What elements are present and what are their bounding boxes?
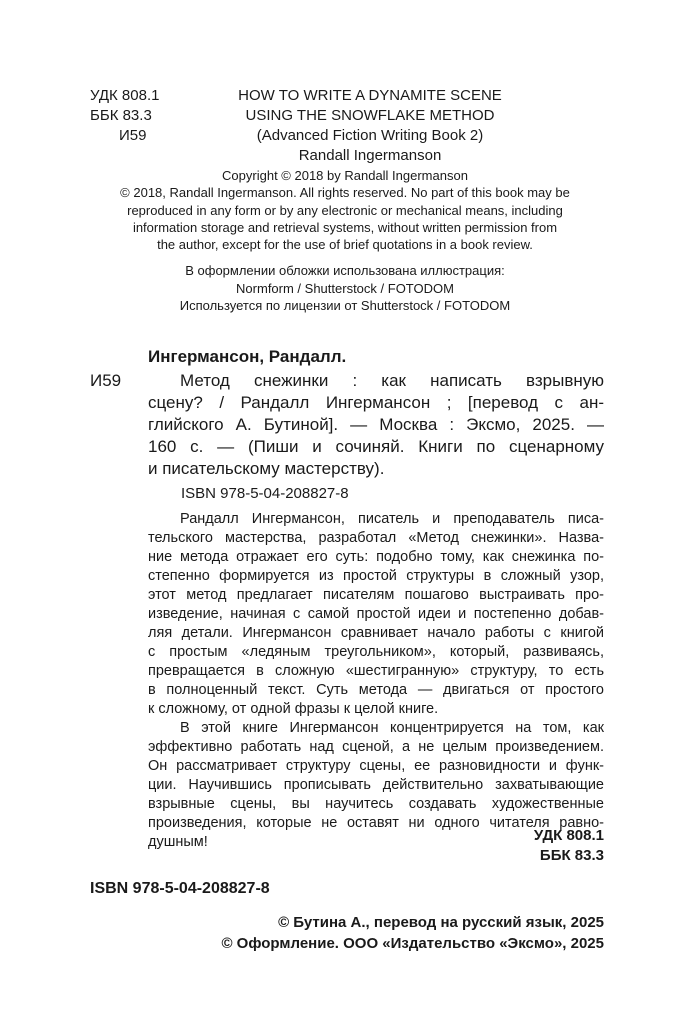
cover-credit [98, 262, 592, 315]
abstract-line: ции. Научившись прописывать действительно захватывающие [148, 777, 604, 793]
abstract-line: к сложному, от одной фразы к целой книге. [148, 701, 439, 717]
abstract-line: ляя детали. Ингермансон сравнивает начало работы с книгой [148, 625, 604, 641]
catalog-entry-line: Метод снежинки : как написать взрывную [180, 371, 604, 390]
abstract-line: произведения, которые не оставят ни одного читателя равно- [148, 815, 604, 831]
catalog-entry-line: и писательскому мастерству). [148, 459, 385, 478]
design-rights: © Оформление. ООО «Издательство «Эксмо», 2025 [221, 935, 604, 952]
isbn-bottom: ISBN 978-5-04-208827-8 [90, 880, 270, 897]
catalog-author-heading: Ингермансон, Рандалл. [148, 347, 347, 366]
abstract [148, 510, 604, 852]
original-title-line-1: HOW TO WRITE A DYNAMITE SCENE [238, 87, 502, 104]
rights-notice [200, 912, 604, 954]
catalog-isbn: ISBN 978-5-04-208827-8 [181, 485, 349, 502]
abstract-line: ние метода отражает его суть: подобно тому, как снежинка по- [148, 549, 604, 565]
abstract-line: превращается в сложную «шестигранную» структуру, то есть [148, 663, 604, 679]
catalog-entry-line: сцену? / Рандалл Ингермансон ; [перевод с ан- [148, 393, 604, 412]
translation-rights: © Бутина А., перевод на русский язык, 2025 [278, 914, 604, 931]
abstract-line: душным! [148, 834, 208, 850]
abstract-line: этот метод предлагает писателям пошагово выстраивать про- [148, 587, 604, 603]
author-mark: И59 [119, 127, 147, 144]
copyright-notice [98, 167, 592, 253]
udk-code-bottom: УДК 808.1 [533, 827, 604, 844]
cover-credit-line: Normform / Shutterstock / FOTODOM [236, 280, 454, 296]
cover-credit-line: В оформлении обложки использована иллюстрация: [185, 263, 505, 278]
copyright-line: © 2018, Randall Ingermanson. All rights reserved. No part of this book may be [120, 185, 570, 201]
classification-codes-bottom [470, 826, 604, 866]
abstract-line: Он рассматривает структуру сцены, ее разновидности и функ- [148, 758, 604, 774]
abstract-line: взрывные сцены, вы научитесь создавать художественные [148, 796, 604, 812]
abstract-line: тельского мастерства, разработал «Метод снежинки». Назва- [148, 530, 604, 546]
copyright-line: information storage and retrieval systems, without written permission from [132, 219, 558, 235]
copyright-line: the author, except for the use of brief quotations in a book review. [157, 237, 533, 253]
abstract-line: в полноценный текст. Суть метода — двигаться от простого [148, 682, 604, 698]
bbk-code: ББК 83.3 [90, 107, 152, 124]
udk-code: УДК 808.1 [90, 87, 160, 104]
original-series: (Advanced Fiction Writing Book 2) [256, 127, 484, 144]
abstract-line: с простым «ледяным треугольником», который, развиваясь, [148, 644, 604, 660]
original-author: Randall Ingermanson [298, 147, 442, 164]
bbk-code-bottom: ББК 83.3 [539, 847, 604, 864]
abstract-line: эффективно работать над сценой, а не целым произведением. [148, 739, 604, 755]
catalog-entry-line: 160 с. — (Пиши и сочиняй. Книги по сценарному [148, 437, 604, 456]
catalog-shelf-mark: И59 [90, 371, 122, 390]
original-title-block [150, 86, 590, 166]
abstract-line: степенно формируется из простой структуры в сложный узор, [148, 568, 604, 584]
abstract-line: Рандалл Ингермансон, писатель и преподаватель писа- [180, 511, 604, 527]
cover-credit-line: Используется по лицензии от Shutterstock / FOTODOM [179, 298, 511, 313]
catalog-entry-line: глийского А. Бутиной]. — Москва : Эксмо, 2025. — [148, 415, 604, 434]
copyright-line: reproduced in any form or by any electronic or mechanical means, including [127, 202, 563, 218]
copyright-line: Copyright © 2018 by Randall Ingermanson [222, 168, 468, 183]
catalog-entry [148, 370, 604, 480]
abstract-line: В этой книге Ингермансон концентрируется на том, как [180, 720, 604, 736]
abstract-line: изведение, начиная с самой простой идеи и постепенно добав- [148, 606, 604, 622]
original-title-line-2: USING THE SNOWFLAKE METHOD [245, 107, 495, 124]
